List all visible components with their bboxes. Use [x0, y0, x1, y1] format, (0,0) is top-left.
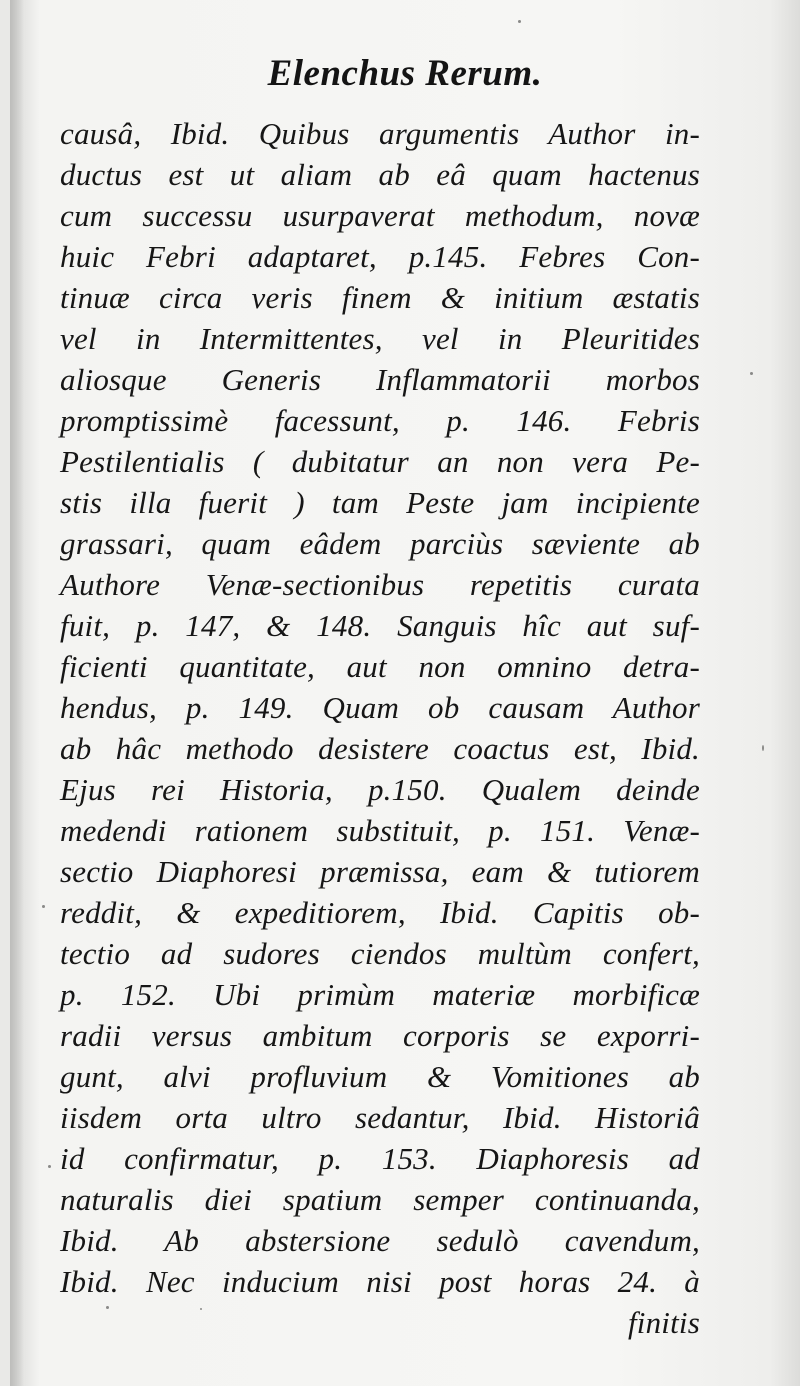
print-speck [750, 372, 753, 375]
text-line: stis illa fuerit ) tam Peste jam incipiente [60, 485, 700, 520]
index-text [60, 113, 700, 1343]
text-line: sectio Diaphoresi præmissa, eam & tutiorem [60, 854, 700, 889]
text-line: vel in Intermittentes, vel in Pleuritides [60, 321, 700, 356]
text-line: ductus est ut aliam ab eâ quam hactenus [60, 157, 700, 192]
print-speck [48, 1165, 51, 1168]
page-heading: Elenchus Rerum. [267, 53, 543, 94]
text-line: Ibid. Nec inducium nisi post horas 24. à [60, 1264, 700, 1299]
text-line: id confirmatur, p. 153. Diaphoresis ad [60, 1141, 700, 1176]
print-speck [42, 905, 45, 908]
text-line: gunt, alvi profluvium & Vomitiones ab [60, 1059, 700, 1094]
text-line: aliosque Generis Inflammatorii morbos [60, 362, 700, 397]
text-line: Pestilentialis ( dubitatur an non vera Pe- [60, 444, 700, 479]
text-line: ficienti quantitate, aut non omnino detra- [60, 649, 700, 684]
catchword: finitis [627, 1305, 700, 1340]
text-line: ab hâc methodo desistere coactus est, Ibid. [60, 731, 700, 766]
text-line: tectio ad sudores ciendos multùm confert, [60, 936, 700, 971]
text-line: fuit, p. 147, & 148. Sanguis hîc aut suf- [60, 608, 700, 643]
text-line: Ejus rei Historia, p.150. Qualem deinde [60, 772, 700, 807]
text-line: tinuæ circa veris finem & initium æstatis [60, 280, 700, 315]
text-line: causâ, Ibid. Quibus argumentis Author in- [60, 116, 700, 151]
text-line: Authore Venæ-sectionibus repetitis curata [60, 567, 700, 602]
print-speck [518, 20, 521, 23]
text-line: cum successu usurpaverat methodum, novæ [60, 198, 700, 233]
text-line: reddit, & expeditiorem, Ibid. Capitis ob- [60, 895, 700, 930]
text-line: grassari, quam eâdem parciùs sæviente ab [60, 526, 700, 561]
print-speck [200, 1308, 202, 1310]
text-line: hendus, p. 149. Quam ob causam Author [60, 690, 700, 725]
text-line: promptissimè facessunt, p. 146. Febris [60, 403, 700, 438]
text-line: naturalis diei spatium semper continuanda, [60, 1182, 700, 1217]
gutter-shadow [10, 0, 24, 1386]
text-line: huic Febri adaptaret, p.145. Febres Con- [60, 239, 700, 274]
text-line: p. 152. Ubi primùm materiæ morbificæ [60, 977, 700, 1012]
text-line: radii versus ambitum corporis se exporri- [60, 1018, 700, 1053]
text-line: Ibid. Ab abstersione sedulò cavendum, [60, 1223, 700, 1258]
print-speck [106, 1306, 109, 1309]
text-line: medendi rationem substituit, p. 151. Venæ- [60, 813, 700, 848]
print-speck [762, 745, 764, 751]
text-line: iisdem orta ultro sedantur, Ibid. Historiâ [60, 1100, 700, 1135]
book-page [10, 0, 800, 1386]
